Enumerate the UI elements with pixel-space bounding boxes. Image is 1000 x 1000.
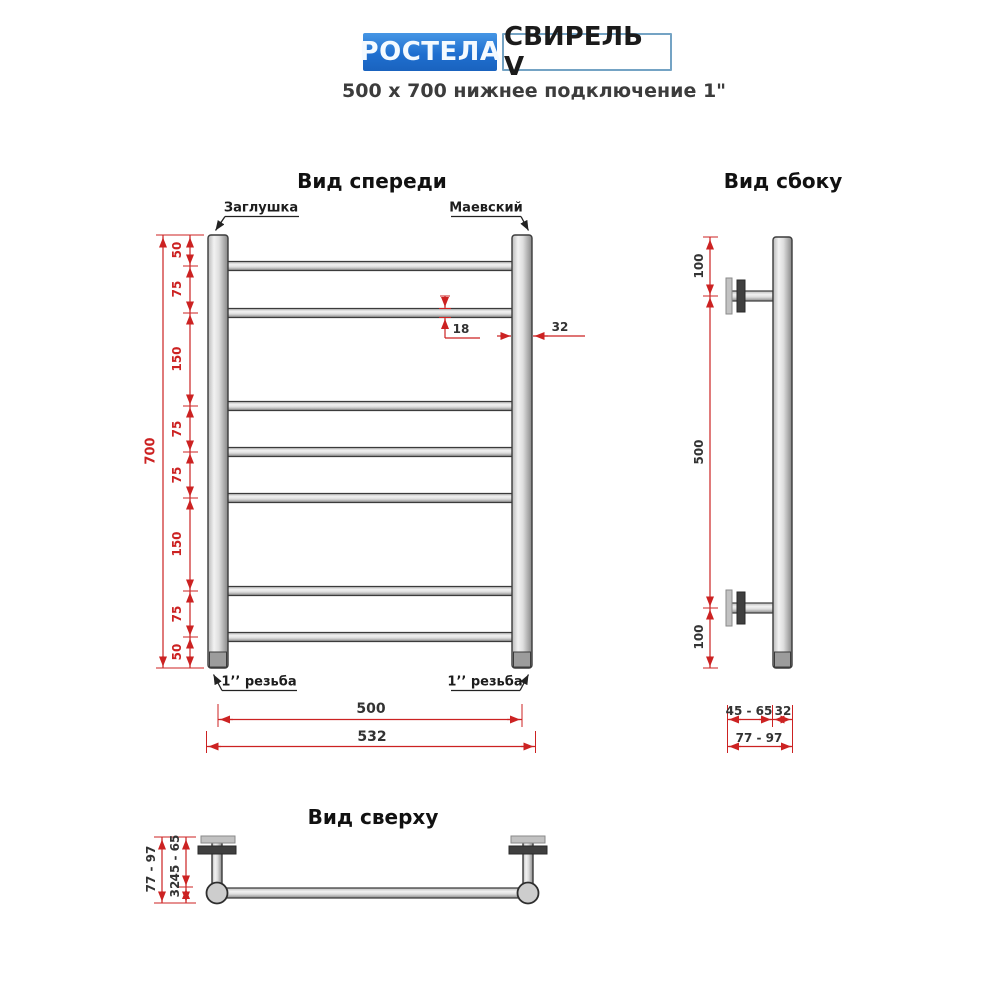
brand-badge: РОСТЕЛА [363, 33, 497, 71]
overall-width-label: 532 [357, 729, 387, 745]
model-badge: СВИРЕЛЬ V [502, 33, 672, 71]
segment-dim-label: 75 [170, 420, 184, 438]
segment-dim-label: 75 [170, 605, 184, 623]
top-view-drawing [198, 836, 547, 904]
side-depth-total-label: 77 - 97 [735, 731, 783, 745]
top-depth-tube-label: 32 [168, 880, 182, 898]
total-height-label: 700 [143, 437, 159, 465]
tube-diameter-label: 32 [551, 320, 569, 334]
product-subtitle: 500 x 700 нижнее подключение 1" [342, 80, 727, 102]
axis-width-label: 500 [356, 701, 386, 717]
side-view-drawing [726, 237, 792, 668]
side-depth-tube-label: 32 [774, 704, 792, 718]
top-depth-arm-label: 45 - 65 [168, 834, 182, 882]
bar-diameter-label: 18 [452, 322, 470, 336]
thread-label-left: 1’’ резьба [221, 674, 297, 690]
segment-dim-label: 150 [170, 531, 184, 557]
side-dim-bottom-label: 100 [692, 624, 706, 650]
top-view-title: Вид сверху [307, 805, 439, 829]
segment-dim-label: 75 [170, 466, 184, 484]
top-depth-total-label: 77 - 97 [144, 845, 158, 893]
segment-dim-label: 50 [170, 241, 184, 259]
side-depth-arm-label: 45 - 65 [725, 704, 773, 718]
plug-label: Заглушка [223, 200, 299, 216]
front-view-title: Вид спереди [297, 169, 447, 193]
air-vent-label: Маевский [449, 200, 523, 216]
side-dim-middle-label: 500 [692, 439, 706, 465]
segment-dim-label: 150 [170, 346, 184, 372]
side-view-title: Вид сбоку [723, 169, 843, 193]
segment-dim-label: 50 [170, 643, 184, 661]
front-view-drawing [208, 235, 532, 668]
segment-dim-label: 75 [170, 280, 184, 298]
thread-label-right: 1’’ резьба [447, 674, 523, 690]
side-dim-top-label: 100 [692, 253, 706, 279]
